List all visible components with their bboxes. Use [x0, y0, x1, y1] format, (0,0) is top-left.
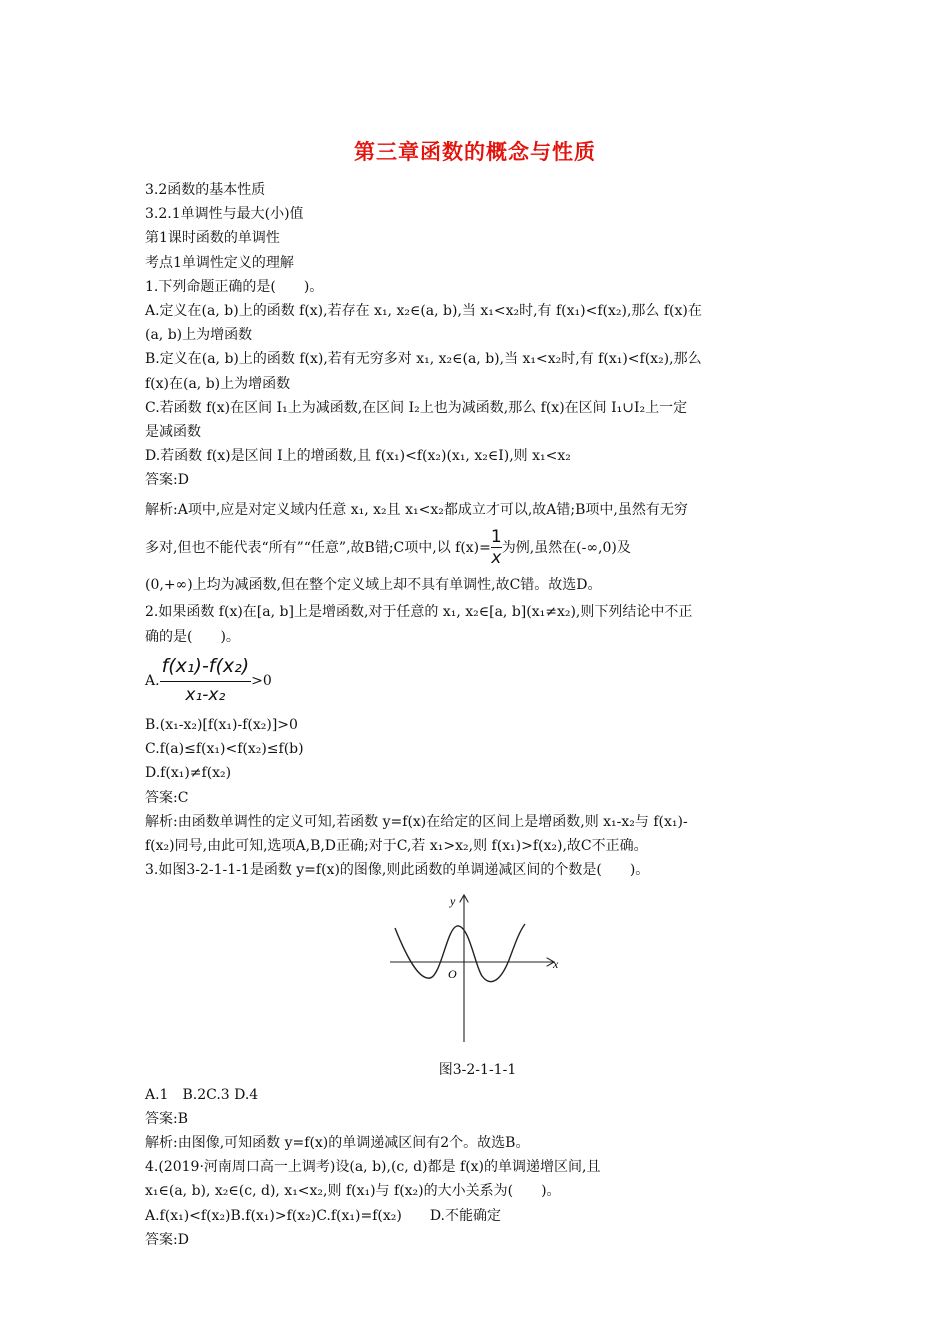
q2-option-d: D.f(x₁)≠f(x₂): [145, 765, 232, 782]
q1-explanation-text-2: 为例,虽然在(-∞,0)及: [501, 539, 631, 556]
fraction-numerator: 1: [490, 526, 502, 547]
section-heading: 3.2函数的基本性质: [145, 182, 266, 198]
figure-caption: 图3-2-1-1-1: [438, 1062, 517, 1079]
subsection-heading: 3.2.1单调性与最大(小)值: [145, 206, 304, 223]
q2-option-c: C.f(a)≤f(x₁)<f(x₂)≤f(b): [145, 741, 304, 758]
q1-option-a-cont: (a, b)上为增函数: [145, 327, 253, 344]
q1-option-c: C.若函数 f(x)在区间 I₁上为减函数,在区间 I₂上也为减函数,那么 f(x)在区间 I₁∪I₂上一定: [145, 399, 688, 416]
q4-options: A.f(x₁)<f(x₂)B.f(x₁)>f(x₂)C.f(x₁)=f(x₂) D.不能确定: [145, 1207, 502, 1224]
x-axis-label: x: [553, 957, 559, 972]
q3-options: A.1 B.2C.3 D.4: [145, 1086, 259, 1103]
document-body: [145, 178, 810, 1252]
q1-stem: 1.下列命题正确的是( )。: [145, 278, 324, 295]
q1-option-c-cont: 是减函数: [145, 424, 201, 441]
q1-explanation-end: (0,+∞)上均为减函数,但在整个定义域上却不具有单调性,故C错。故选D。: [145, 577, 602, 594]
q1-option-b: B.定义在(a, b)上的函数 f(x),若有无穷多对 x₁, x₂∈(a, b),当 x₁<x₂时,有 f(x₁)<f(x₂),那么: [145, 351, 702, 368]
function-curve: [395, 924, 525, 982]
function-graph-figure: [145, 882, 810, 1058]
fraction-denominator: x₁-x₂: [185, 684, 226, 705]
q2-explanation-cont: f(x₂)同号,由此可知,选项A,B,D正确;对于C,若 x₁>x₂,则 f(x₁)>f(x₂),故C不正确。: [145, 838, 648, 855]
y-axis-label: y: [450, 894, 456, 909]
fraction-denominator: x: [491, 548, 502, 569]
q1-option-a: A.定义在(a, b)上的函数 f(x),若存在 x₁, x₂∈(a, b),当 x₁<x₂时,有 f(x₁)<f(x₂),那么 f(x)在: [145, 303, 702, 320]
q3-answer: 答案:B: [145, 1110, 189, 1127]
q1-option-d: D.若函数 f(x)是区间 I上的增函数,且 f(x₁)<f(x₂)(x₁, x₂∈I),则 x₁<x₂: [145, 448, 571, 465]
q3-stem: 3.如图3-2-1-1-1是函数 y=f(x)的图像,则此函数的单调递减区间的个数是( )。: [145, 862, 650, 879]
q2-explanation: 解析:由函数单调性的定义可知,若函数 y=f(x)在给定的区间上是增函数,则 x₁-x₂与 f(x₁)-: [145, 813, 688, 830]
origin-label: O: [448, 967, 457, 982]
q2-answer: 答案:C: [145, 789, 189, 806]
q1-answer: 答案:D: [145, 472, 189, 489]
q1-explanation-cont: [145, 525, 810, 569]
option-a-label: A.: [145, 672, 160, 689]
difference-quotient-fraction: [160, 655, 252, 705]
q4-stem-cont: x₁∈(a, b), x₂∈(c, d), x₁<x₂,则 f(x₁)与 f(x₂)的大小关系为( )。: [145, 1183, 561, 1200]
q1-explanation-text: 多对,但也不能代表“所有”“任意”,故B错;C项中,以 f(x)=: [145, 539, 491, 556]
page-title: 第三章函数的概念与性质: [354, 139, 596, 164]
q4-answer: 答案:D: [145, 1231, 189, 1248]
topic-heading: 考点1单调性定义的理解: [145, 254, 294, 271]
q1-explanation: 解析:A项中,应是对定义域内任意 x₁, x₂且 x₁<x₂都成立才可以,故A错;B项中,虽然有无穷: [145, 501, 688, 518]
function-graph: [385, 888, 565, 1048]
q1-option-b-cont: f(x)在(a, b)上为增函数: [145, 375, 291, 392]
q2-stem-cont: 确的是( )。: [145, 628, 240, 645]
fraction-one-over-x: [491, 527, 502, 569]
lesson-heading: 第1课时函数的单调性: [145, 230, 280, 247]
q4-stem: 4.(2019·河南周口高一上调考)设(a, b),(c, d)都是 f(x)的单调递增区间,且: [145, 1159, 601, 1176]
q2-stem: 2.如果函数 f(x)在[a, b]上是增函数,对于任意的 x₁, x₂∈[a, b](x₁≠x₂),则下列结论中不正: [145, 604, 693, 621]
q3-explanation: 解析:由图像,可知函数 y=f(x)的单调递减区间有2个。故选B。: [145, 1135, 530, 1152]
q2-option-b: B.(x₁-x₂)[f(x₁)-f(x₂)]>0: [145, 717, 298, 734]
q2-option-a: [145, 649, 810, 713]
fraction-numerator: f(x₁)-f(x₂): [160, 655, 252, 682]
option-a-suffix: >0: [251, 672, 272, 689]
